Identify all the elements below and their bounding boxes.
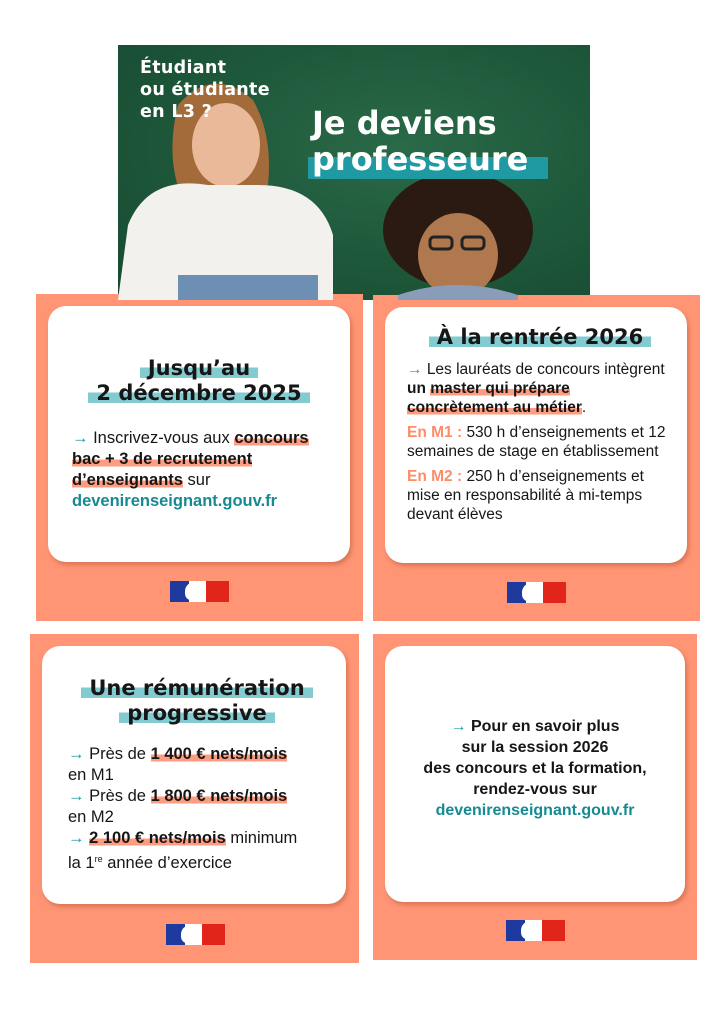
bold-text: un <box>407 380 426 397</box>
body-text: Près de <box>89 745 146 763</box>
card-title <box>88 356 309 406</box>
marianne-logo-icon <box>170 581 229 602</box>
salary-amount: 1 800 € nets/mois <box>150 787 288 805</box>
ordinal-superscript: re <box>94 854 103 864</box>
m2-paragraph <box>407 467 673 524</box>
salary-amount: 1 400 € nets/mois <box>150 745 288 763</box>
intro-paragraph <box>407 360 673 417</box>
title-line: 2 décembre 2025 <box>88 381 309 405</box>
title-line: Une rémunération <box>81 676 312 700</box>
arrow-right-icon: → <box>407 361 423 378</box>
card-title <box>81 676 312 726</box>
marianne-logo-icon <box>166 924 225 945</box>
m2-label: En M2 : <box>407 468 463 485</box>
card-body <box>68 744 297 874</box>
title-line: Jusqu’au <box>140 356 258 380</box>
headline-line-2: professeure <box>308 141 534 177</box>
m2-text: 250 h d’enseignements et mise en responsabilité à mi-temps devant élèves <box>407 468 644 523</box>
headline-line-1: Je deviens <box>312 104 497 142</box>
highlight-text: concours bac + 3 de recrutement d’enseignants <box>72 429 309 489</box>
body-text: minimum <box>230 829 298 847</box>
banner-intro <box>140 57 270 123</box>
body-text: Près de <box>89 787 146 805</box>
body-text: en M2 <box>68 808 114 826</box>
card-remuneration <box>42 646 346 904</box>
panel-rentree <box>373 295 700 621</box>
card-rentree <box>385 307 687 563</box>
marianne-logo-icon <box>506 920 565 941</box>
panel-info <box>373 634 697 960</box>
hero-banner <box>118 45 590 300</box>
panel-remuneration <box>30 634 359 963</box>
website-link[interactable]: devenirenseignant.gouv.fr <box>435 801 635 819</box>
arrow-right-icon: → <box>72 429 89 447</box>
marianne-logo-icon <box>507 582 566 603</box>
website-link[interactable]: devenirenseignant.gouv.fr <box>72 492 278 510</box>
info-line: sur la session 2026 <box>461 738 609 756</box>
body-text: . <box>581 399 587 416</box>
salary-item <box>68 828 297 874</box>
salary-item <box>68 786 297 828</box>
m1-text: 530 h d’enseignements et 12 semaines de stage en établissement <box>407 424 666 460</box>
card-deadline <box>48 306 350 562</box>
card-body <box>407 360 673 524</box>
card-title <box>429 325 651 350</box>
arrow-right-icon: → <box>68 829 85 847</box>
arrow-right-icon: → <box>68 787 85 805</box>
intro-line: Étudiant <box>140 58 227 78</box>
arrow-right-icon: → <box>68 745 85 763</box>
body-text: en M1 <box>68 766 114 784</box>
body-text: sur <box>187 471 211 489</box>
m1-label: En M1 : <box>407 424 463 441</box>
m1-paragraph <box>407 423 673 461</box>
body-text: année d’exercice <box>102 854 232 872</box>
body-text: la 1 <box>68 854 95 872</box>
card-body <box>66 428 332 512</box>
child-photo <box>358 175 558 300</box>
salary-item <box>68 744 297 786</box>
arrow-right-icon: → <box>450 717 467 735</box>
body-text: Les lauréats de concours intègrent <box>426 361 665 378</box>
body-text: Inscrivez-vous aux <box>93 429 230 447</box>
info-line: des concours et la formation, <box>423 759 647 777</box>
intro-line: en L3 ? <box>140 102 213 122</box>
info-line: rendez-vous sur <box>473 780 597 798</box>
title-line: À la rentrée 2026 <box>429 325 651 349</box>
highlight-text: master qui prépare concrètement au métier <box>407 380 582 416</box>
card-body <box>423 716 646 821</box>
info-line: Pour en savoir plus <box>470 717 620 735</box>
intro-line: ou étudiante <box>140 80 270 100</box>
panel-deadline <box>36 294 363 621</box>
banner-headline <box>312 105 534 177</box>
card-info <box>385 646 685 902</box>
title-line: progressive <box>119 701 275 725</box>
salary-amount: 2 100 € nets/mois <box>89 829 226 847</box>
